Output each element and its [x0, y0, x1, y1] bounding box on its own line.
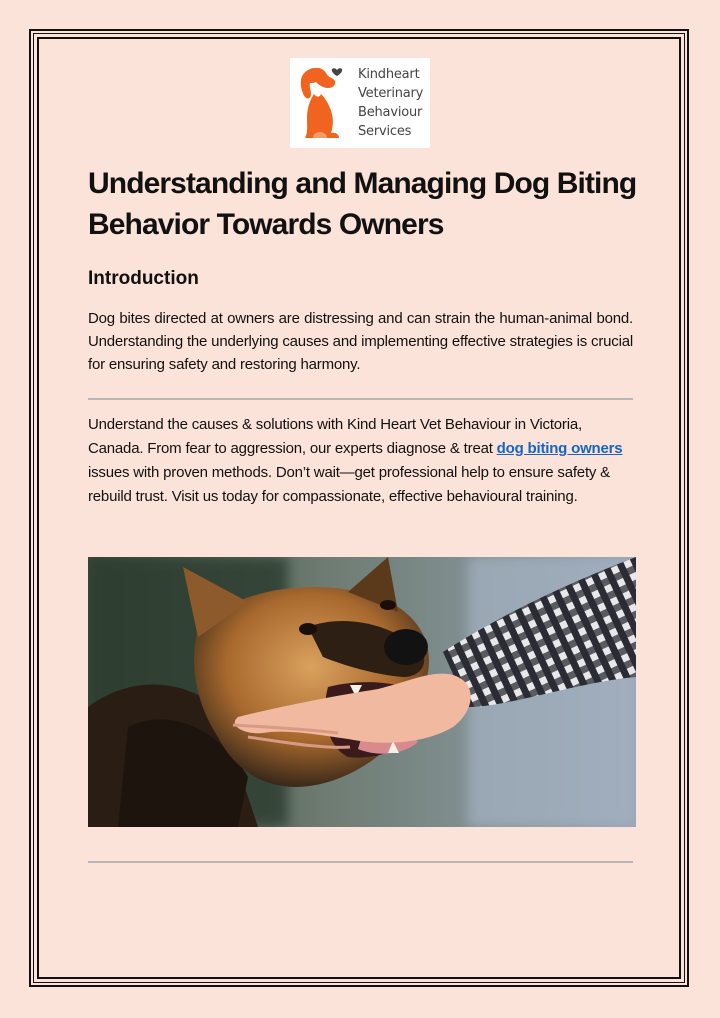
logo-line: Kindheart [358, 67, 420, 82]
dog-with-heart-icon [294, 62, 352, 144]
cta-text-before: Understand the causes & solutions with Kind Heart Vet Behaviour in Victoria, Canada. From fear to aggression, our experts diagnose & treat [88, 416, 582, 457]
logo-line: Behaviour [358, 105, 423, 120]
dog-biting-hand-photo [88, 557, 636, 827]
page-title: Understanding and Managing Dog Biting Behavior Towards Owners [88, 167, 637, 241]
logo-wordmark [358, 65, 423, 141]
logo-line: Services [358, 124, 412, 139]
section-heading: Introduction [88, 268, 199, 289]
divider [88, 861, 633, 863]
cta-text-after: issues with proven methods. Don’t wait—get professional help to ensure safety & rebuild trust. Visit us today for compassionate, effective behavioural training. [88, 464, 610, 505]
dog-biting-owners-link[interactable]: dog biting owners [496, 440, 623, 457]
photo-illustration [88, 557, 636, 827]
company-logo [290, 58, 430, 148]
intro-paragraph: Dog bites directed at owners are distressing and can strain the human-animal bond. Understanding the underlying causes and implementing effective strategies is crucial for ensuring safety and restoring harmony. [88, 310, 633, 373]
divider [88, 398, 633, 400]
logo-line: Veterinary [358, 86, 424, 101]
cta-paragraph [88, 413, 633, 509]
